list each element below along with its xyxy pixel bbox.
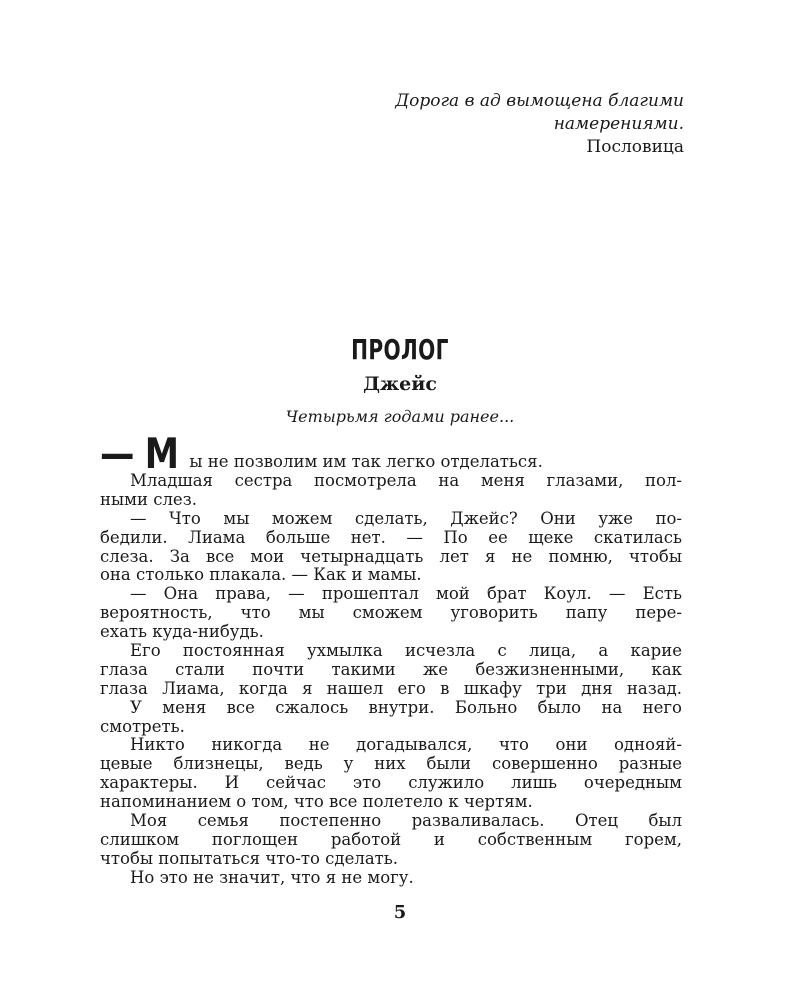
text-line: чтобы попытаться что-то сделать. (100, 848, 399, 868)
first-line-text: ы не позволим им так легко отделаться. (189, 452, 543, 471)
chapter-title: ПРОЛОГ (351, 333, 449, 366)
epigraph-quote-line-1: Дорога в ад вымощена благими (395, 91, 684, 111)
text-line: напоминанием о том, что все полетело к чертям. (100, 792, 533, 812)
text-line: глаза стали почти такими же безжизненными, как (100, 659, 682, 679)
text-line: — Она права, — прошептал мой брат Коул. — Есть (130, 584, 682, 604)
text-line: смотреть. (100, 716, 185, 736)
text-line: Никто никогда не догадывался, что они однояй- (130, 735, 682, 755)
text-line: слишком поглощен работой и собственным горем, (100, 829, 682, 849)
first-line (100, 429, 682, 478)
text-line: ехать куда-нибудь. (100, 622, 264, 642)
epigraph-quote-line-2: намерениями. (553, 114, 684, 134)
text-line: Младшая сестра посмотрела на меня глазами, пол- (130, 471, 682, 490)
text-line: — Что мы можем сделать, Джейс? Они уже по- (130, 508, 682, 528)
text-line: Но это не значит, что я не могу. (130, 867, 414, 887)
chapter-narrator: Джейс (363, 373, 437, 395)
text-line: У меня все сжалось внутри. Больно было на него (130, 697, 682, 717)
body-text (100, 429, 682, 888)
text-line: слеза. За все мои четырнадцать лет я не помню, чтобы (100, 546, 682, 566)
text-line: бедили. Лиама больше нет. — По ее щеке скатилась (100, 527, 682, 547)
chapter-time-note: Четырьмя годами ранее... (285, 407, 515, 426)
text-line: Моя семья постепенно разваливалась. Отец был (130, 811, 682, 831)
text-line: Его постоянная ухмылка исчезла с лица, а карие (130, 641, 682, 661)
epigraph (300, 90, 684, 159)
text-line: ными слез. (100, 489, 197, 509)
page-number: 5 (393, 902, 407, 923)
text-line: цевые близнецы, ведь у них были совершенно разные (100, 754, 682, 774)
text-line: вероятность, что мы сможем уговорить папу пере- (100, 603, 682, 623)
drop-cap: — М (100, 429, 179, 478)
epigraph-source: Пословица (586, 137, 684, 157)
text-line: она столько плакала. — Как и мамы. (100, 565, 422, 585)
text-line: характеры. И сейчас это служило лишь очередным (100, 773, 682, 793)
text-line: глаза Лиама, когда я нашел его в шкафу три дня назад. (100, 678, 682, 698)
